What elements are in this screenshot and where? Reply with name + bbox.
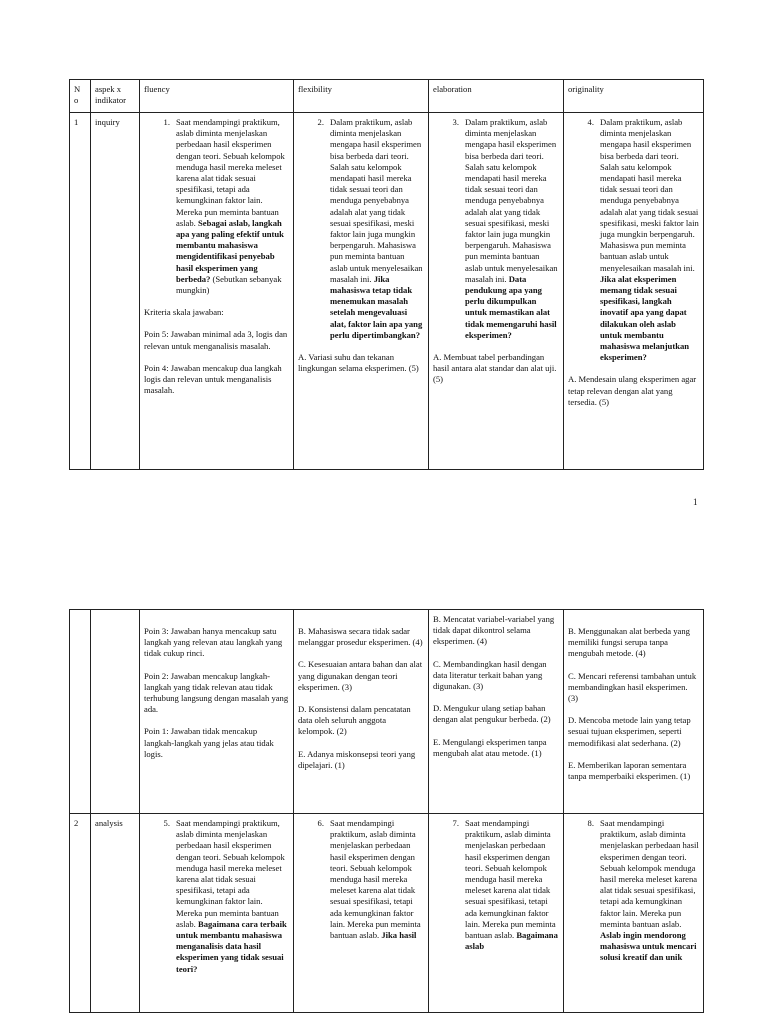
criteria-item: Poin 5: Jawaban minimal ada 3, logis dan relevan untuk menganalisis masalah. (144, 329, 288, 351)
criteria-title: Kriteria skala jawaban: (144, 307, 224, 318)
question-number: 8. (587, 818, 594, 828)
question-scenario: Dalam praktikum, aslab diminta menjelaskan mengapa hasil eksperimen bisa berbeda dari teori. Salah satu kelompok mendapati hasil mereka tidak sesuai teori dan menduga penyebabnya adalah alat yang tidak sesuai spesifikasi, meski faktor lain juga mungkin berpengaruh. Mahasiswa pun meminta bantuan aslab untuk menyelesaikan masalah ini. (330, 117, 423, 284)
answer-option: D. Konsistensi dalam pencatatan data oleh seluruh anggota kelompok. (2) (298, 704, 411, 737)
question-scenario: Saat mendampingi praktikum, aslab diminta menjelaskan perbedaan hasil eksperimen dengan teori. Sebuah kelompok menduga hasil mereka meleset karena alat tidak sesuai spesifikasi, tetapi ada kemungkinan faktor lain. Mereka pun meminta bantuan aslab. (600, 818, 699, 929)
answer-option: D. Mengukur ulang setiap bahan dengan alat pengukur berbeda. (2) (433, 703, 551, 725)
table-row-continued (70, 610, 704, 814)
question-prompt: Jika hasil (381, 930, 417, 941)
question-prompt: Jika mahasiswa tetap tidak menemukan masalah setelah mengevaluasi alat, faktor lain apa yang perlu dipertimbangkan? (330, 273, 423, 340)
flexibility-cell (294, 610, 429, 814)
answer-option: A. Membuat tabel perbandingan hasil antara alat standar dan alat uji. (5) (433, 352, 557, 385)
header-fluency: fluency (140, 80, 294, 113)
rubric-table-page-1 (69, 79, 704, 470)
elaboration-cell (429, 814, 564, 1013)
question-item (144, 117, 289, 296)
question-body (465, 818, 559, 952)
question-body (176, 117, 289, 296)
header-aspek: aspek x indikator (91, 80, 140, 113)
aspek-empty (91, 610, 140, 814)
header-no: N o (70, 80, 91, 113)
table-row (70, 814, 704, 1013)
question-prompt: Bagaimana aslab (465, 930, 558, 952)
answer-option: E. Memberikan laporan sementara tanpa memperbaiki eksperimen. (1) (568, 759, 691, 782)
question-number: 7. (452, 818, 459, 828)
question-number: 2. (317, 117, 324, 127)
answer-option: E. Mengulangi eksperimen tanpa mengubah alat atau metode. (1) (433, 736, 547, 758)
flexibility-cell (294, 814, 429, 1013)
row-number: 1 (70, 113, 91, 470)
question-scenario: Saat mendampingi praktikum, aslab diminta menjelaskan perbedaan hasil eksperimen dengan teori. Sebuah kelompok menduga hasil mereka meleset karena alat tidak sesuai spesifikasi, tetapi ada kemungkinan faktor lain. Mereka pun meminta bantuan aslab. (176, 818, 285, 929)
answer-option: A. Variasi suhu dan tekanan lingkungan selama eksperimen. (5) (298, 352, 419, 374)
flexibility-cell (294, 113, 429, 470)
question-scenario: Saat mendampingi praktikum, aslab diminta menjelaskan perbedaan hasil eksperimen dengan teori. Sebuah kelompok menduga hasil mereka meleset karena alat tidak sesuai spesifikasi, tetapi ada kemungkinan faktor lain. Mereka pun meminta bantuan aslab. (176, 117, 285, 228)
answer-option: B. Mencatat variabel-variabel yang tidak dapat dikontrol selama eksperimen. (4) (433, 614, 555, 647)
question-item (433, 818, 559, 952)
rubric-table-page-2 (69, 609, 704, 1013)
header-elaboration: elaboration (429, 80, 564, 113)
elaboration-cell (429, 113, 564, 470)
page-number: 1 (693, 497, 698, 507)
answer-option: D. Mencoba metode lain yang tetap sesuai tujuan eksperimen, seperti memodifikasi alat sederhana. (2) (568, 715, 691, 748)
originality-cell (564, 814, 704, 1013)
answer-option: C. Mencari referensi tambahan untuk membandingkan hasil eksperimen. (3) (568, 670, 697, 704)
question-number: 5. (163, 818, 170, 828)
question-number: 3. (452, 117, 459, 127)
question-body (330, 818, 424, 941)
aspek-label: analysis (91, 814, 140, 1013)
criteria-item: Poin 1: Jawaban tidak mencakup langkah-langkah yang jelas atau tidak logis. (144, 726, 274, 759)
question-prompt: Bagaimana cara terbaik untuk membantu mahasiswa menganalisis data hasil eksperimen yang tidak sesuai teori? (176, 918, 287, 974)
table-row (70, 113, 704, 470)
answer-option: B. Menggunakan alat berbeda yang memiliki fungsi serupa tanpa mengubah metode. (4) (568, 626, 690, 659)
question-scenario: Dalam praktikum, aslab diminta menjelaskan mengapa hasil eksperimen bisa berbeda dari teori. Salah satu kelompok mendapati hasil mereka tidak sesuai teori dan menduga penyebabnya adalah alat yang tidak sesuai spesifikasi, meski faktor lain juga mungkin berpengaruh. Mahasiswa pun meminta bantuan aslab untuk menyelesaikan masalah ini. (465, 117, 558, 284)
originality-cell (564, 610, 704, 814)
criteria-item: Poin 3: Jawaban hanya mencakup satu langkah yang relevan atau langkah yang tidak cukup rinci. (144, 626, 283, 659)
answer-option: A. Mendesain ulang eksperimen agar tetap relevan dengan alat yang tersedia. (5) (568, 374, 697, 407)
header-flexibility: flexibility (294, 80, 429, 113)
question-item (433, 117, 559, 341)
fluency-cell (140, 814, 294, 1013)
question-body (600, 117, 699, 363)
question-item (144, 818, 289, 975)
criteria-item: Poin 2: Jawaban mencakup langkah-langkah yang tidak relevan atau tidak terhubung langsung dengan masalah yang ada. (144, 670, 289, 715)
question-number: 6. (317, 818, 324, 828)
answer-option: E. Adanya miskonsepsi teori yang dipelajari. (1) (298, 748, 416, 770)
header-originality: originality (564, 80, 704, 113)
question-body (465, 117, 559, 341)
fluency-cell (140, 610, 294, 814)
question-prompt: Jika alat eksperimen memang tidak sesuai spesifikasi, langkah inovatif apa yang dapat dilakukan oleh aslab untuk membantu mahasiswa melanjutkan eksperimen? (600, 273, 690, 363)
answer-option: C. Membandingkan hasil dengan data literatur terkait bahan yang digunakan. (3) (433, 658, 547, 692)
question-item (568, 117, 699, 363)
question-tail: (Sebutkan sebanyak mungkin) (176, 273, 282, 296)
question-item (298, 818, 424, 941)
question-number: 1. (163, 117, 170, 127)
originality-cell (564, 113, 704, 470)
question-body (600, 818, 699, 964)
question-item (568, 818, 699, 964)
question-prompt: Aslab ingin mendorong mahasiswa untuk mencari solusi kreatif dan unik (600, 930, 697, 963)
question-number: 4. (587, 117, 594, 127)
row-number-empty (70, 610, 91, 814)
question-scenario: Saat mendampingi praktikum, aslab diminta menjelaskan perbedaan hasil eksperimen dengan teori. Sebuah kelompok menduga hasil mereka meleset karena alat tidak sesuai spesifikasi, tetapi ada kemungkinan faktor lain. Mereka pun meminta bantuan aslab. (330, 818, 421, 941)
question-item (298, 117, 424, 341)
fluency-cell (140, 113, 294, 470)
question-prompt: Sebagai aslab, langkah apa yang paling efektif untuk membantu mahasiswa mengidentifikasi penyebab hasil eksperimen yang berbeda? (176, 217, 284, 284)
question-body (330, 117, 424, 341)
question-body (176, 818, 289, 975)
answer-option: B. Mahasiswa secara tidak sadar melanggar prosedur eksperimen. (4) (298, 626, 423, 648)
row-number: 2 (70, 814, 91, 1013)
answer-option: C. Kesesuaian antara bahan dan alat yang digunakan dengan teori eksperimen. (3) (298, 659, 423, 692)
question-scenario: Dalam praktikum, aslab diminta menjelaskan mengapa hasil eksperimen bisa berbeda dari teori. Salah satu kelompok mendapati hasil mereka tidak sesuai teori dan menduga penyebabnya adalah alat yang tidak sesuai spesifikasi, meski faktor lain juga mungkin berpengaruh. Mahasiswa pun meminta bantuan aslab untuk menyelesaikan masalah ini. (600, 117, 699, 273)
aspek-label: inquiry (91, 113, 140, 470)
question-prompt: Data pendukung apa yang perlu dikumpulkan untuk memastikan alat tidak memengaruhi hasil eksperimen? (465, 273, 557, 340)
table-header-row (70, 80, 704, 113)
criteria-item: Poin 4: Jawaban mencakup dua langkah logis dan relevan untuk menganalisis masalah. (144, 362, 282, 396)
elaboration-cell (429, 610, 564, 814)
question-scenario: Saat mendampingi praktikum, aslab diminta menjelaskan perbedaan hasil eksperimen dengan teori. Sebuah kelompok menduga hasil mereka meleset karena alat tidak sesuai spesifikasi, tetapi ada kemungkinan faktor lain. Mereka pun meminta bantuan aslab. (465, 818, 556, 941)
